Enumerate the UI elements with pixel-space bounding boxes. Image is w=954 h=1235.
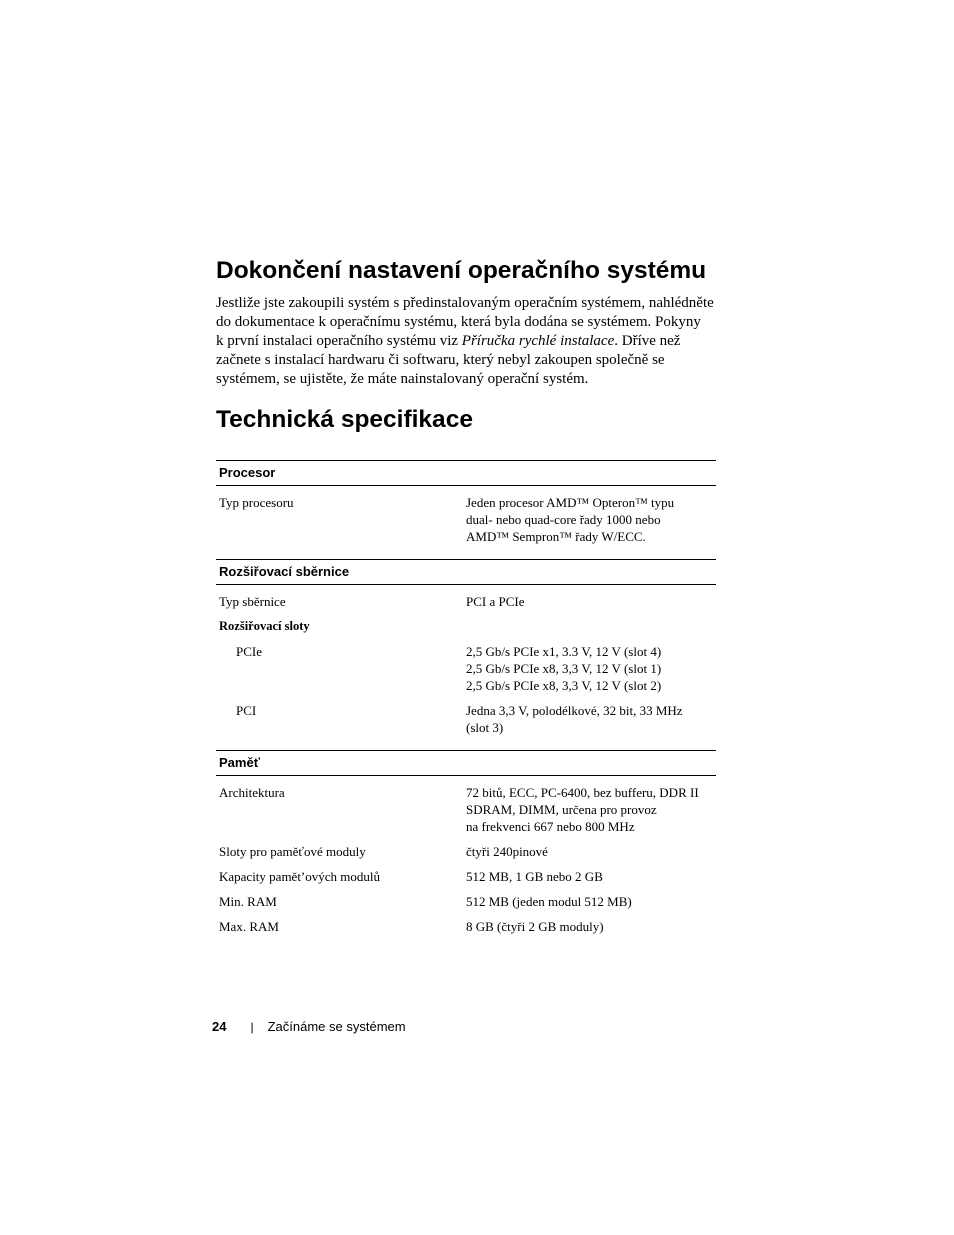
row-label: PCIe [236,644,262,659]
row-value [466,618,716,635]
row-label: Typ sběrnice [219,594,286,609]
row-value: čtyři 240pinové [466,844,548,859]
row-subheading: Rozšiřovací sloty [219,619,310,633]
spec-section-memory [216,776,716,949]
paragraph-line: Jestliže jste zakoupili systém s předinstalovaným operačním systémem, nahlédněte [216,295,714,311]
spec-table [216,460,716,949]
table-row [216,643,716,694]
paragraph-text: k první instalaci operačního systému viz [216,332,462,349]
page-number: 24 [212,1019,227,1034]
value-line: AMD™ Sempron™ řady W/ECC. [466,529,646,544]
table-row [216,593,716,610]
spec-section-processor [216,486,716,559]
section-title-tech-spec: Technická specifikace [216,406,473,433]
table-row [216,784,716,835]
chapter-title: Začínáme se systémem [267,1019,406,1034]
row-value: 512 MB (jeden modul 512 MB) [466,894,632,909]
table-row [216,494,716,545]
value-line: 2,5 Gb/s PCIe x1, 3.3 V, 12 V (slot 4) [466,644,662,659]
value-line: dual- nebo quad-core řady 1000 nebo [466,512,661,527]
value-line: na frekvenci 667 nebo 800 MHz [466,819,635,834]
row-value [466,784,716,835]
spec-section-bus [216,585,716,750]
value-line: 2,5 Gb/s PCIe x8, 3,3 V, 12 V (slot 2) [466,678,662,693]
intro-paragraph [216,294,716,389]
paragraph-line: začnete s instalací hardwaru či softwaru, který nebyl zakoupen společně se [216,351,665,368]
section-title-os-setup: Dokončení nastavení operačního systému [216,257,707,284]
value-line: Jedna 3,3 V, polodélkové, 32 bit, 33 MHz [466,703,683,718]
page-footer [212,1018,406,1036]
table-row [216,918,716,935]
table-row [216,868,716,885]
row-label: PCI [236,703,257,718]
row-value: PCI a PCIe [466,594,525,609]
paragraph-text: . Dříve než [614,332,681,349]
value-line: SDRAM, DIMM, určena pro provoz [466,802,657,817]
value-line: Jeden procesor AMD™ Opteron™ typu [466,495,675,510]
spec-section-heading-processor: Procesor [216,460,716,486]
row-value [466,494,716,545]
row-label: Architektura [219,785,285,800]
paragraph-line [216,332,716,351]
row-label: Kapacity pamět’ových modulů [219,869,381,884]
value-line: 72 bitů, ECC, PC-6400, bez bufferu, DDR II [466,785,699,800]
spec-section-heading-bus: Rozšiřovací sběrnice [216,559,716,585]
table-row [216,843,716,860]
table-row [216,893,716,910]
value-line: (slot 3) [466,720,504,735]
row-value: 8 GB (čtyři 2 GB moduly) [466,919,604,934]
value-line: 2,5 Gb/s PCIe x8, 3,3 V, 12 V (slot 1) [466,661,662,676]
spec-section-heading-memory: Paměť [216,750,716,776]
row-label: Typ procesoru [219,495,294,510]
table-row [216,702,716,736]
paragraph-line: systémem, se ujistěte, že máte nainstalovaný operační systém. [216,370,589,387]
footer-separator: | [250,1020,254,1034]
paragraph-line: do dokumentace k operačnímu systému, která byla dodána se systémem. Pokyny [216,313,701,330]
row-value [466,702,716,736]
table-row [216,618,716,635]
row-value [466,643,716,694]
row-label: Max. RAM [219,919,279,934]
quick-install-guide-reference: Příručka rychlé instalace [461,332,615,349]
row-label: Min. RAM [219,894,277,909]
row-value: 512 MB, 1 GB nebo 2 GB [466,869,603,884]
row-label: Sloty pro paměťové moduly [219,844,366,859]
